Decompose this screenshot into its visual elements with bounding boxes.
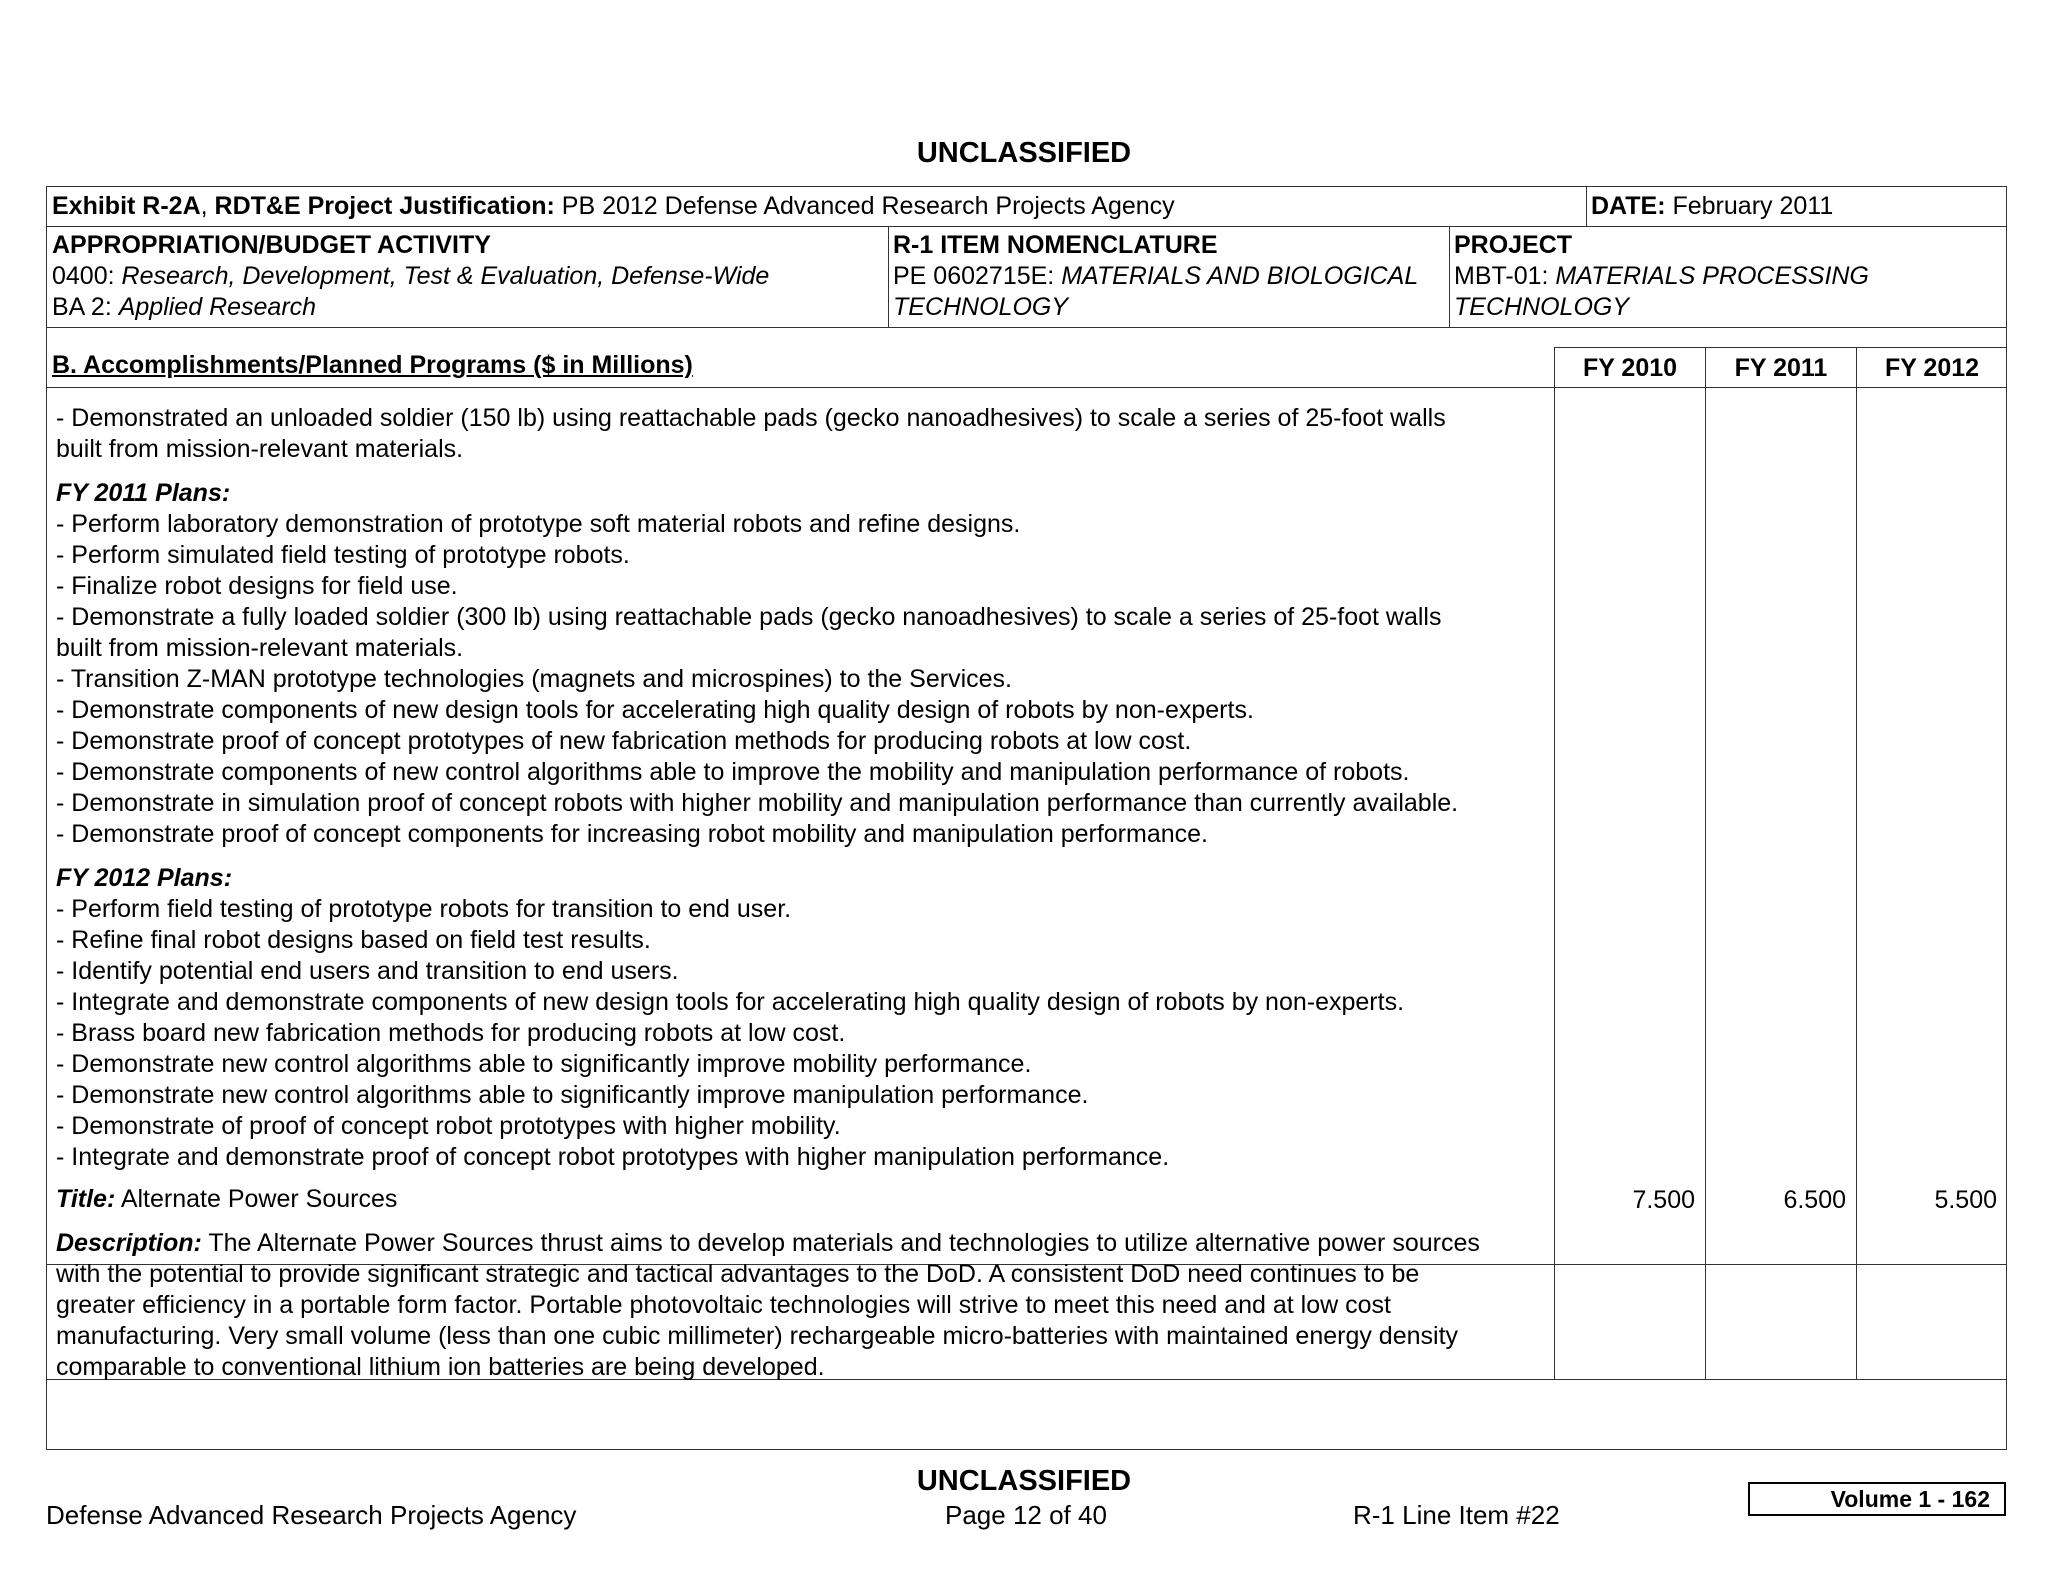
description-line: greater efficiency in a portable form factor. Portable photovoltaic technologies will strive to meet this need and at low cost	[56, 1291, 1391, 1319]
list-item: - Integrate and demonstrate components of new design tools for accelerating high quality design of robots by non-experts.	[56, 988, 1405, 1016]
r1-nomenclature-cell	[893, 230, 1418, 323]
description-label: Description:	[56, 1229, 202, 1257]
exhibit-frame	[46, 186, 2007, 1450]
divider	[1449, 226, 1450, 327]
date-value: February 2011	[1665, 192, 1834, 220]
fy2010-value: 7.500	[1632, 1186, 1695, 1214]
project-cell	[1454, 230, 1869, 323]
intro-line: built from mission-relevant materials.	[56, 435, 464, 463]
list-item: - Demonstrate proof of concept components for increasing robot mobility and manipulation performance.	[56, 820, 1208, 848]
list-item: - Demonstrate a fully loaded soldier (300 lb) using reattachable pads (gecko nanoadhesives) to scale a series of 25-foot walls	[56, 603, 1442, 631]
appropriation-cell	[52, 230, 769, 323]
divider	[47, 327, 2006, 328]
classification-bottom: UNCLASSIFIED	[916, 1465, 1132, 1497]
divider	[47, 226, 2006, 227]
list-item: - Perform field testing of prototype robots for transition to end user.	[56, 895, 792, 923]
fy2011-plans-heading: FY 2011 Plans:	[56, 479, 231, 507]
list-item: - Demonstrate in simulation proof of concept robots with higher mobility and manipulation performance than currently available.	[56, 789, 1459, 817]
list-item: - Demonstrate proof of concept prototypes of new fabrication methods for producing robots at low cost.	[56, 727, 1192, 755]
appropriation-code: 0400:	[52, 262, 122, 290]
justification-label: RDT&E Project Justification:	[214, 192, 555, 220]
footer-page-number: Page 12 of 40	[945, 1500, 1107, 1530]
r1-code: PE 0602715E:	[893, 262, 1062, 290]
date-cell	[1591, 191, 1833, 222]
budget-activity-code: BA 2:	[52, 293, 119, 321]
list-item: - Demonstrate of proof of concept robot prototypes with higher mobility.	[56, 1112, 841, 1140]
list-item: - Demonstrate new control algorithms able to significantly improve manipulation performance.	[56, 1081, 1089, 1109]
list-item: - Perform laboratory demonstration of prototype soft material robots and refine designs.	[56, 510, 1021, 538]
justification-value: PB 2012 Defense Advanced Research Projects Agency	[554, 192, 1175, 220]
description-line: with the potential to provide significant strategic and tactical advantages to the DoD. A consistent DoD need continues to be	[56, 1260, 1420, 1288]
section-title: B. Accomplishments/Planned Programs ($ in Millions)	[52, 351, 693, 379]
footer-agency: Defense Advanced Research Projects Agency	[46, 1500, 577, 1530]
list-item: - Transition Z-MAN prototype technologies (magnets and microspines) to the Services.	[56, 665, 1012, 693]
list-item: - Demonstrate components of new control algorithms able to improve the mobility and manipulation performance of robots.	[56, 758, 1410, 786]
fy2012-value: 5.500	[1934, 1186, 1997, 1214]
title-label: Title:	[56, 1185, 116, 1213]
title-value: Alternate Power Sources	[115, 1185, 398, 1213]
exhibit-label: Exhibit R-2A	[52, 192, 201, 220]
exhibit-sep: ,	[200, 192, 215, 220]
volume-box: Volume 1 - 162	[1748, 1482, 2006, 1516]
r1-name-line1: MATERIALS AND BIOLOGICAL	[1061, 262, 1419, 290]
r1-label: R-1 ITEM NOMENCLATURE	[893, 231, 1218, 259]
fy2011-value: 6.500	[1783, 1186, 1846, 1214]
fy-header-2010: FY 2010	[1582, 354, 1678, 382]
alternate-power-block	[56, 1184, 1556, 1383]
list-item: - Demonstrate components of new design tools for accelerating high quality design of robots by non-experts.	[56, 696, 1254, 724]
list-item: - Demonstrate new control algorithms able to significantly improve mobility performance.	[56, 1050, 1032, 1078]
project-label: PROJECT	[1454, 231, 1573, 259]
footer-line-item: R-1 Line Item #22	[1353, 1500, 1560, 1530]
list-item: built from mission-relevant materials.	[56, 634, 464, 662]
description-line: The Alternate Power Sources thrust aims to develop materials and technologies to utilize alternative power sources	[201, 1229, 1480, 1257]
appropriation-label: APPROPRIATION/BUDGET ACTIVITY	[52, 231, 491, 259]
divider	[1586, 187, 1587, 226]
intro-line: - Demonstrated an unloaded soldier (150 lb) using reattachable pads (gecko nanoadhesives) to scale a series of 25-foot walls	[56, 404, 1446, 432]
date-label: DATE:	[1591, 192, 1666, 220]
description-line: manufacturing. Very small volume (less than one cubic millimeter) rechargeable micro-batteries with maintained energy density	[56, 1322, 1459, 1350]
description-line: comparable to conventional lithium ion batteries are being developed.	[56, 1353, 825, 1381]
budget-activity-name: Applied Research	[118, 293, 317, 321]
divider	[1705, 347, 1706, 1379]
divider	[47, 387, 2006, 388]
list-item: - Identify potential end users and transition to end users.	[56, 957, 679, 985]
divider	[888, 226, 889, 327]
divider	[1856, 347, 1857, 1379]
fy-header-2012: FY 2012	[1884, 354, 1980, 382]
list-item: - Perform simulated field testing of prototype robots.	[56, 541, 630, 569]
appropriation-name: Research, Development, Test & Evaluation, Defense-Wide	[121, 262, 770, 290]
r1-name-line2: TECHNOLOGY	[893, 293, 1069, 321]
accomplishments-body	[56, 403, 1556, 1173]
classification-top: UNCLASSIFIED	[916, 137, 1132, 169]
list-item: - Finalize robot designs for field use.	[56, 572, 458, 600]
list-item: - Integrate and demonstrate proof of concept robot prototypes with higher manipulation performance.	[56, 1143, 1170, 1171]
exhibit-title	[52, 191, 1175, 222]
project-name-line1: MATERIALS PROCESSING	[1555, 262, 1869, 290]
divider	[1554, 347, 2006, 348]
project-code: MBT-01:	[1454, 262, 1556, 290]
fy2012-plans-heading: FY 2012 Plans:	[56, 864, 233, 892]
fy-header-2011: FY 2011	[1734, 354, 1828, 382]
list-item: - Refine final robot designs based on field test results.	[56, 926, 651, 954]
project-name-line2: TECHNOLOGY	[1454, 293, 1630, 321]
list-item: - Brass board new fabrication methods for producing robots at low cost.	[56, 1019, 846, 1047]
